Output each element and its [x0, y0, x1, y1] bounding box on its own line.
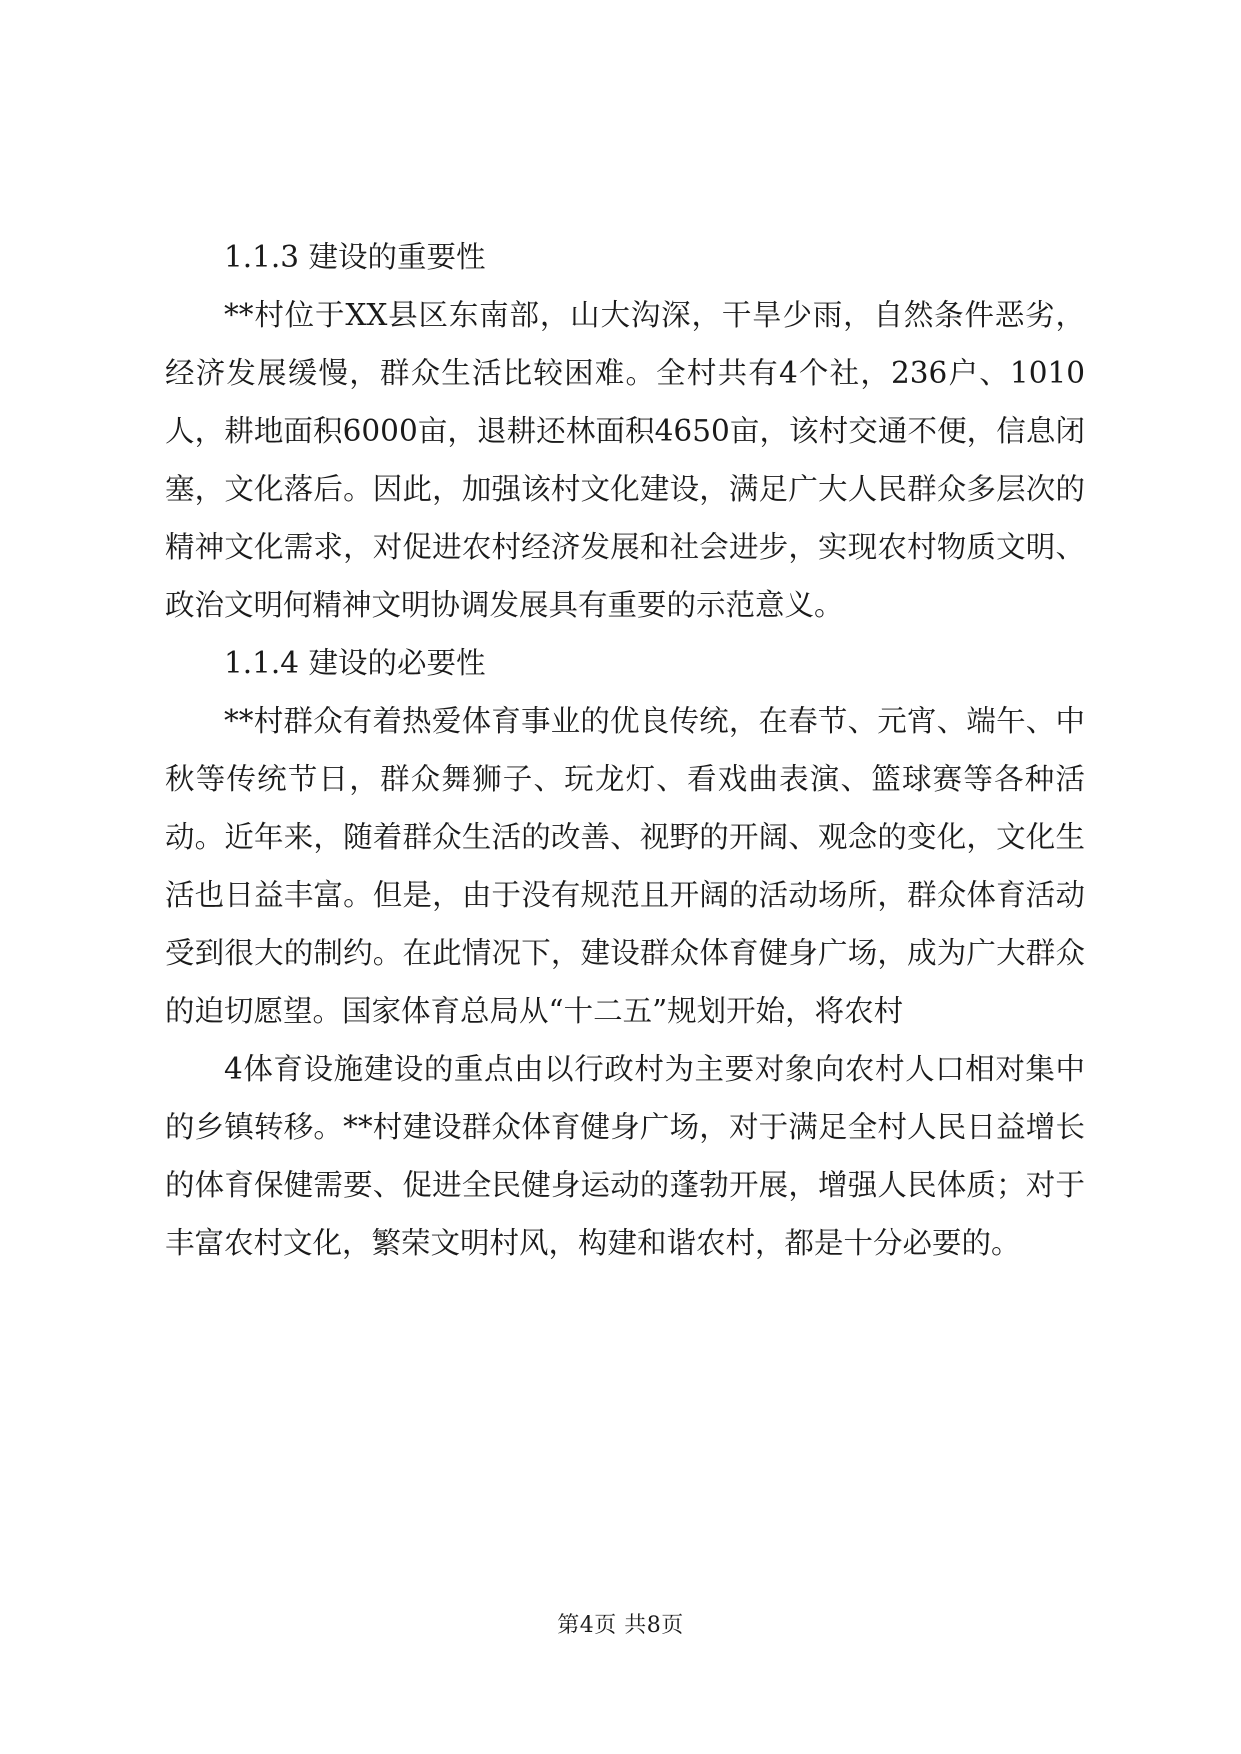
paragraph-importance: **村位于XX县区东南部，山大沟深，干旱少雨，自然条件恶劣，经济发展缓慢，群众生活比较困难。全村共有4个社，236户、1010人，耕地面积6000亩，退耕还林面积4650亩，该村交通不便，信息闭塞，文化落后。因此，加强该村文化建设，满足广大人民群众多层次的精神文化需求，对促进农村经济发展和社会进步，实现农村物质文明、政治文明何精神文明协调发展具有重要的示范意义。 — [165, 298, 1085, 622]
paragraph-necessity: **村群众有着热爱体育事业的优良传统，在春节、元宵、端午、中秋等传统节日，群众舞狮子、玩龙灯、看戏曲表演、篮球赛等各种活动。近年来，随着群众生活的改善、视野的开阔、观念的变化，文化生活也日益丰富。但是，由于没有规范且开阔的活动场所，群众体育活动受到很大的制约。在此情况下，建设群众体育健身广场，成为广大群众的迫切愿望。国家体育总局从“十二五”规划开始，将农村 — [165, 704, 1085, 1028]
page-number-footer: 第4页 共8页 — [557, 1613, 684, 1638]
section-heading-1-1-4: 1.1.4 建设的必要性 — [224, 646, 486, 680]
paragraph-continuation: 4体育设施建设的重点由以行政村为主要对象向农村人口相对集中的乡镇转移。**村建设群众体育健身广场，对于满足全村人民日益增长的体育保健需要、促进全民健身运动的蓬勃开展，增强人民体质；对于丰富农村文化，繁荣文明村风，构建和谐农村，都是十分必要的。 — [165, 1052, 1085, 1260]
document-body — [165, 228, 1085, 1272]
section-heading-1-1-3: 1.1.3 建设的重要性 — [224, 240, 486, 274]
